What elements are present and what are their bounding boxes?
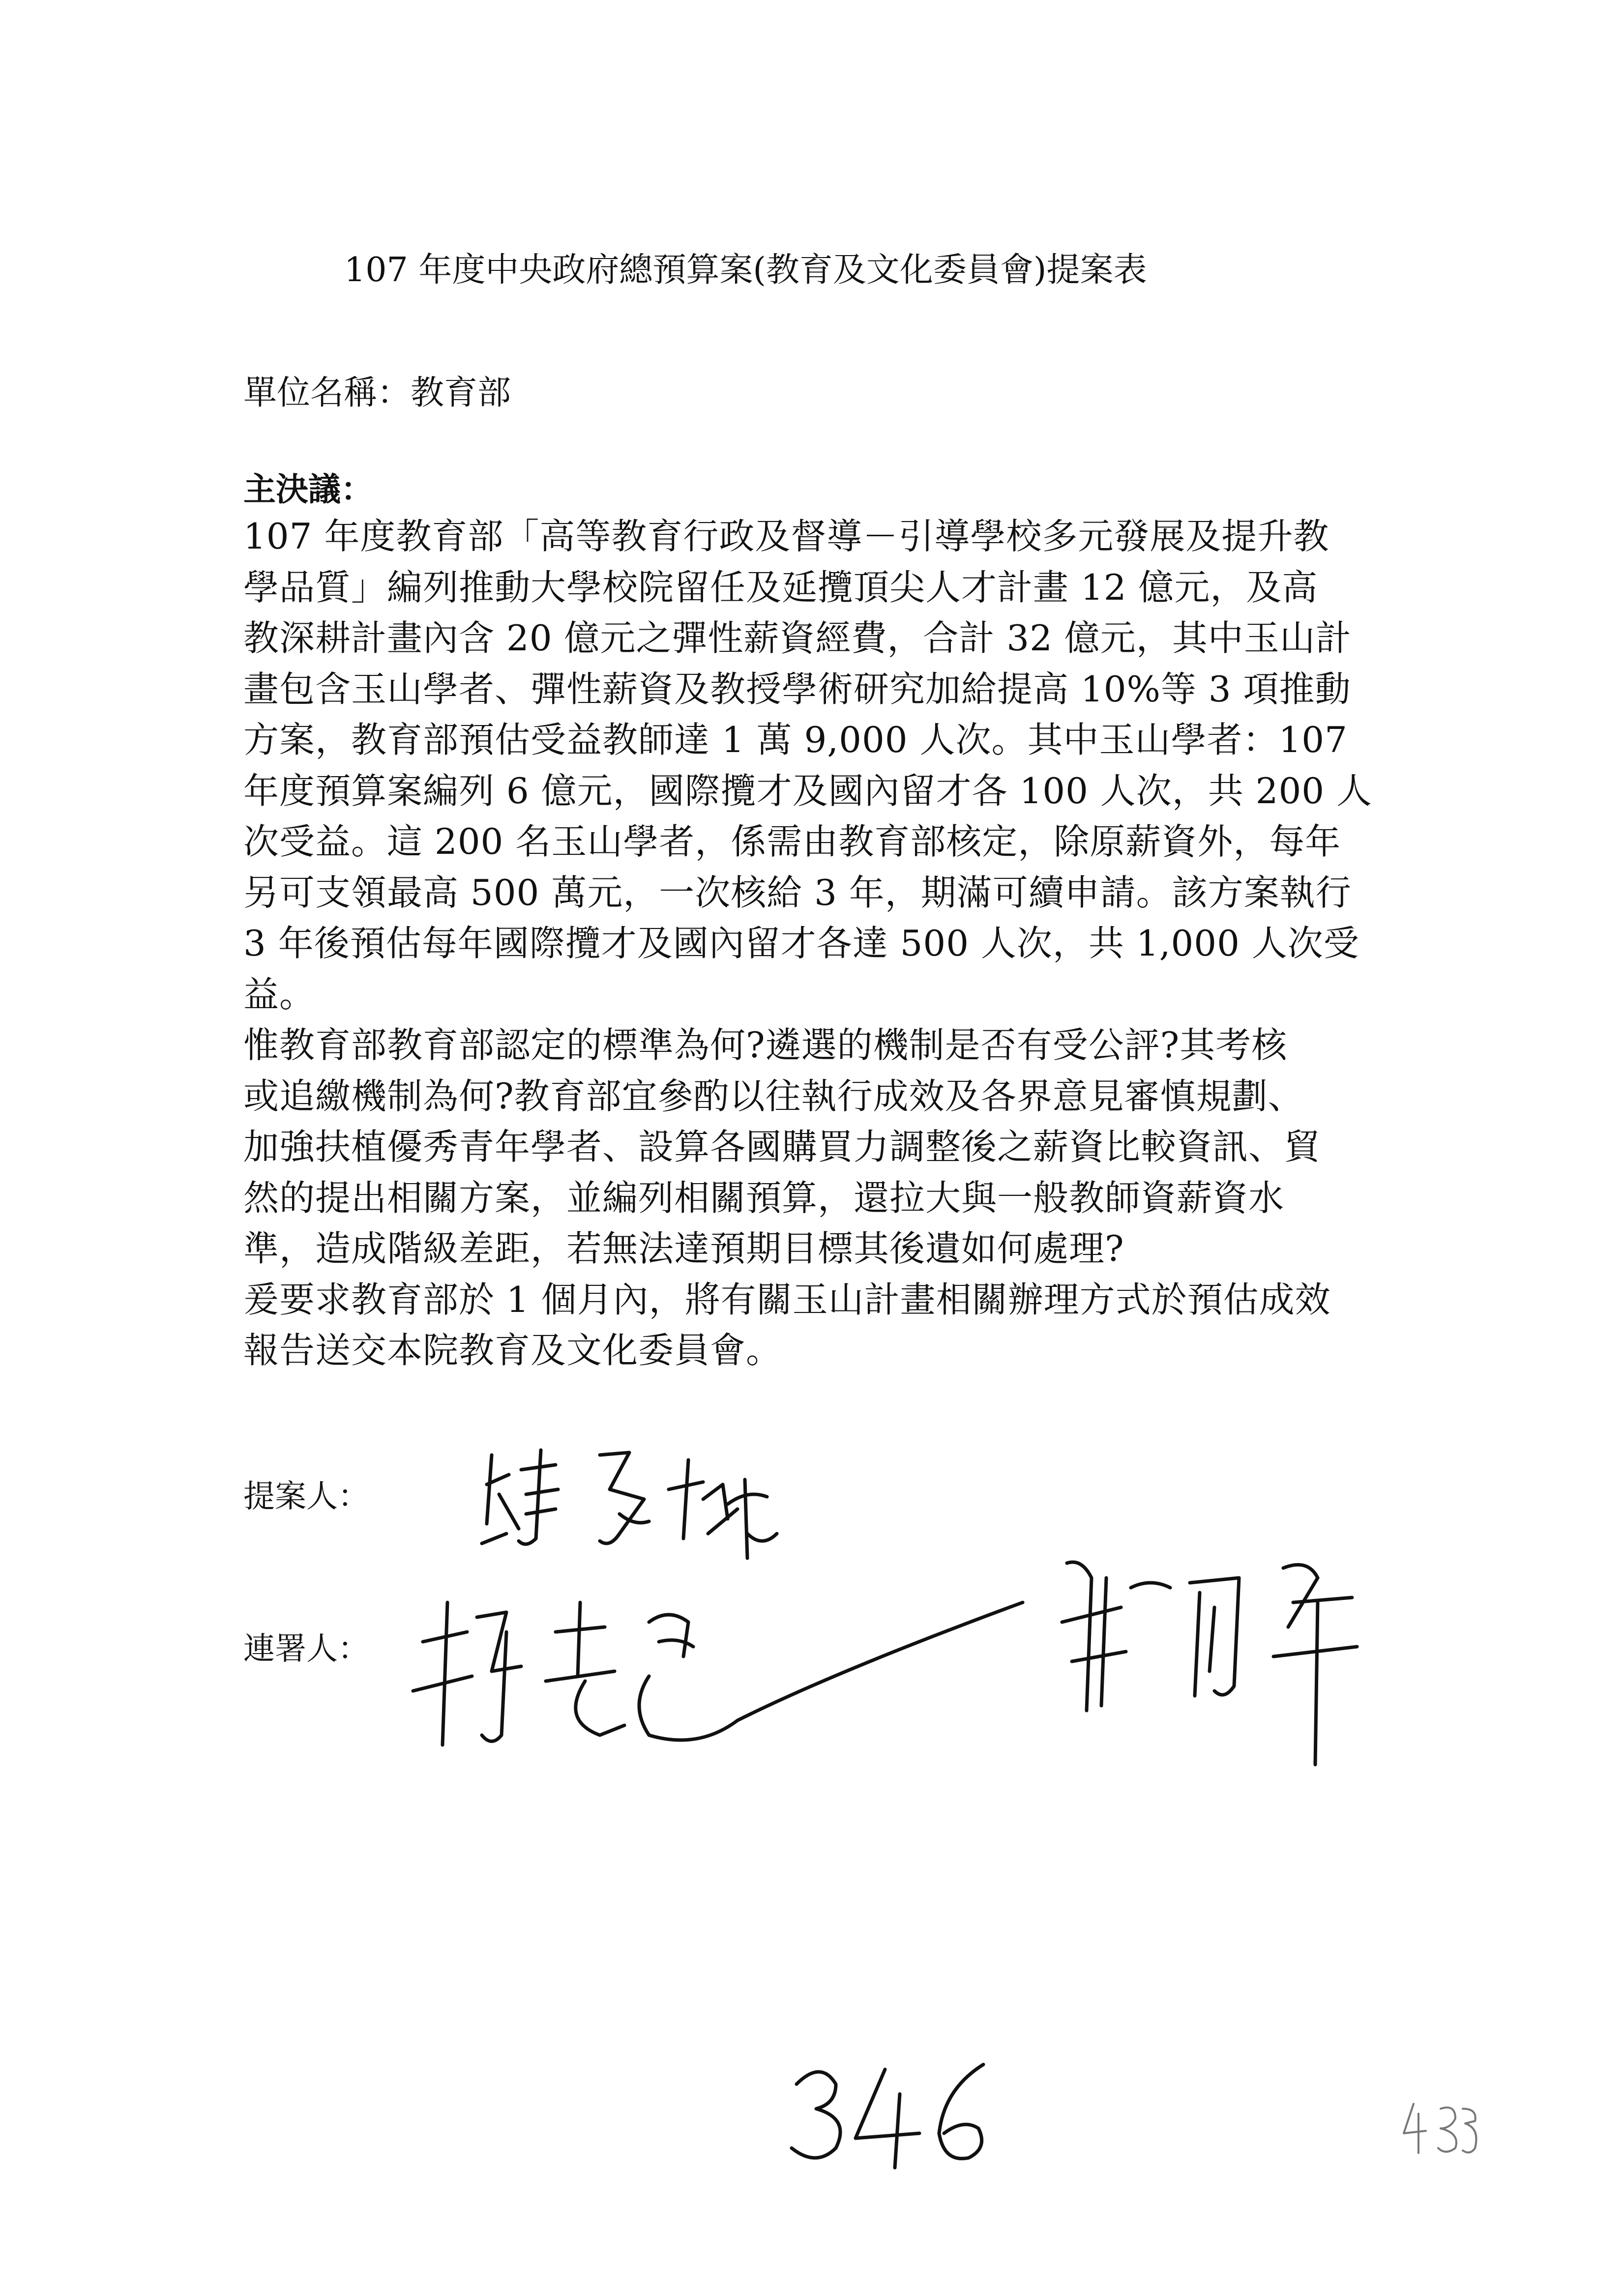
body-line: 爰要求教育部於 1 個月內，將有關玉山計畫相關辦理方式於預估成效	[243, 1279, 1331, 1320]
corner-mark-handwritten	[1396, 2094, 1485, 2163]
cosigner-signature-1	[393, 1558, 1042, 1794]
body-line: 另可支領最高 500 萬元，一次核給 3 年，期滿可續申請。該方案執行	[243, 872, 1352, 913]
page-number-handwritten	[777, 2050, 1003, 2178]
body-line: 年度預算案編列 6 億元，國際攬才及國內留才各 100 人次，共 200 人	[243, 770, 1372, 812]
body-line: 報告送交本院教育及文化委員會。	[243, 1330, 782, 1371]
body-line: 或追繳機制為何?教育部宜參酌以往執行成效及各界意見審慎規劃、	[243, 1075, 1304, 1117]
body-line: 3 年後預估每年國際攬才及國內留才各達 500 人次，共 1,000 人次受	[243, 923, 1359, 964]
resolution-body	[243, 511, 1389, 1376]
page-title: 107 年度中央政府總預算案(教育及文化委員會)提案表	[344, 251, 1147, 290]
cosigner-label: 連署人：	[243, 1631, 369, 1667]
unit-name-line: 單位名稱：教育部	[243, 374, 511, 412]
cosigner-signature-2	[1052, 1548, 1377, 1794]
body-line: 次受益。這 200 名玉山學者，係需由教育部核定，除原薪資外，每年	[243, 821, 1341, 862]
body-line: 加強扶植優秀青年學者、設算各國購買力調整後之薪資比較資訊、貿	[243, 1126, 1321, 1167]
body-line: 107 年度教育部「高等教育行政及督導－引導學校多元發展及提升教	[243, 516, 1329, 557]
body-line: 學品質」編列推動大學校院留任及延攬頂尖人才計畫 12 億元，及高	[243, 566, 1318, 608]
body-line: 準，造成階級差距，若無法達預期目標其後遺如何處理?	[243, 1228, 1124, 1269]
body-line: 教深耕計畫內含 20 億元之彈性薪資經費，合計 32 億元，其中玉山計	[243, 617, 1352, 659]
body-line: 惟教育部教育部認定的標準為何?遴選的機制是否有受公評?其考核	[243, 1024, 1288, 1066]
proposer-label: 提案人：	[243, 1479, 369, 1515]
body-line: 方案，教育部預估受益教師達 1 萬 9,000 人次。其中玉山學者：107	[243, 719, 1348, 760]
body-line: 畫包含玉山學者、彈性薪資及教授學術研究加給提高 10%等 3 項推動	[243, 668, 1351, 710]
resolution-heading: 主決議：	[243, 470, 373, 508]
body-line: 然的提出相關方案，並編列相關預算，還拉大與一般教師資薪資水	[243, 1177, 1285, 1219]
body-line: 益。	[243, 973, 316, 1015]
